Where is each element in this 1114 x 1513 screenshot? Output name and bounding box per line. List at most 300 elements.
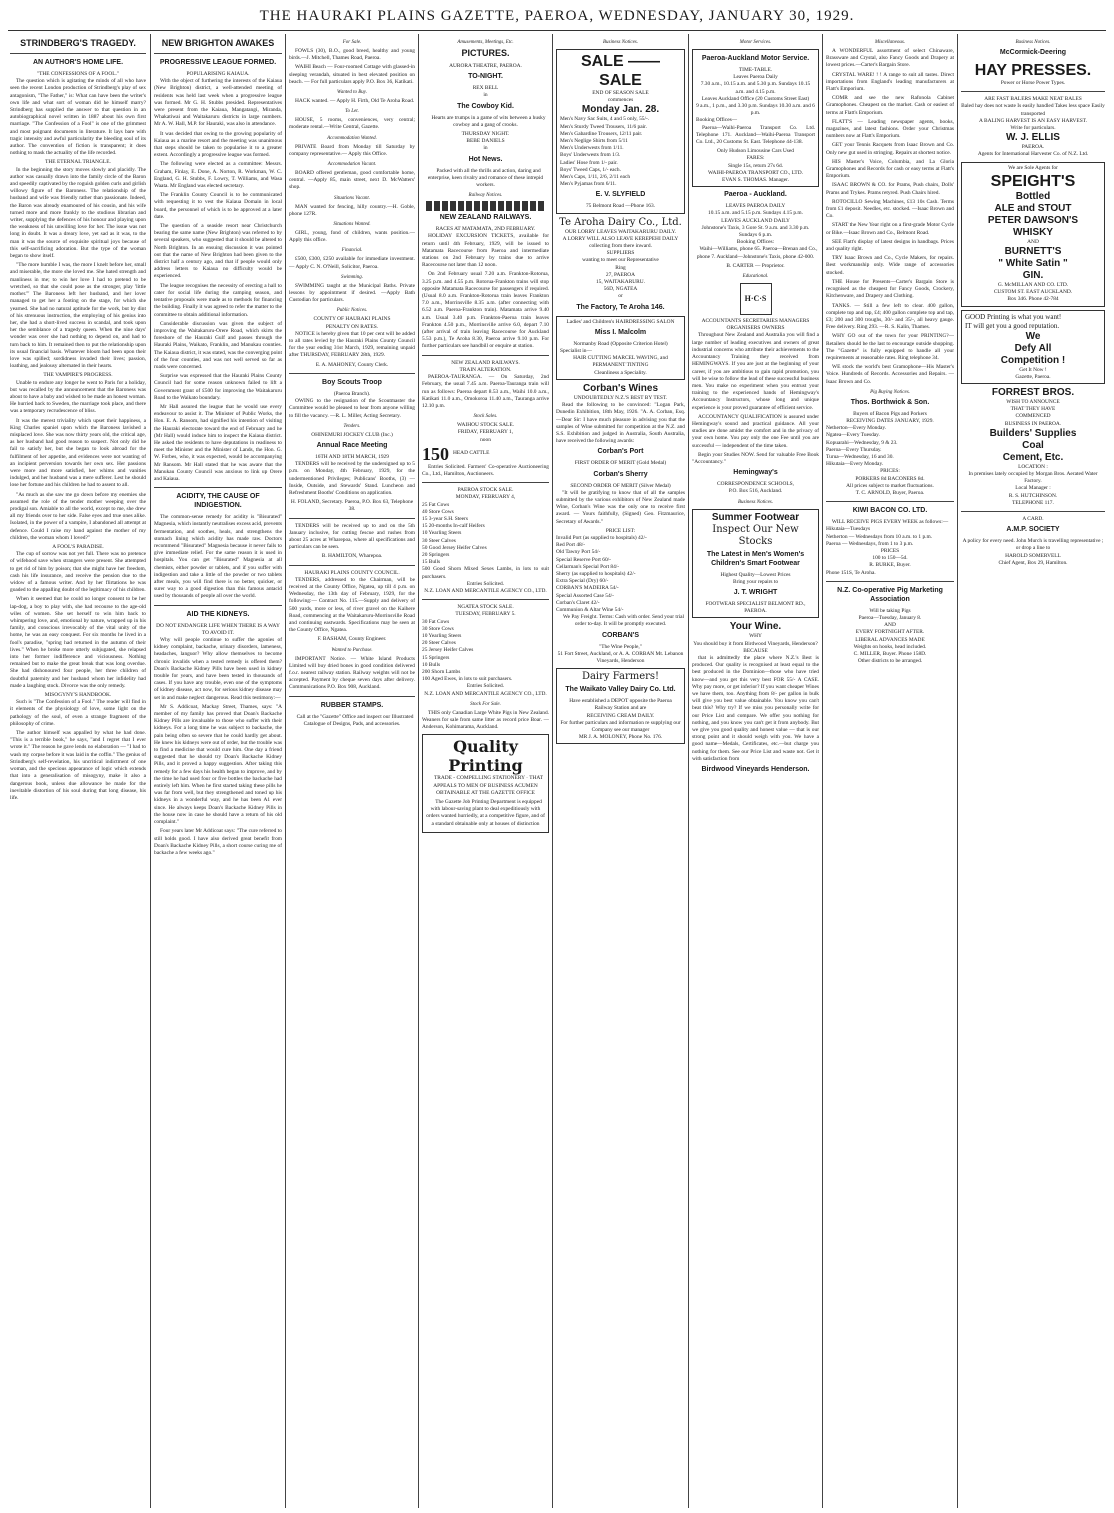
sale-items <box>560 116 681 188</box>
ad-heading: GIN. <box>1022 270 1044 282</box>
stock-item: 50 Good Jersey Heifer Calves <box>422 544 487 551</box>
price-item: Invalid Port (as supplied to hospitals) 42/- <box>556 534 647 541</box>
ad-text: that is admittedly the place where N.Z.'s Best is produced. Our quality is recognised at least equal to the best produced in the Dominion—those who have tried know—and you get this very best FOR 55/- A CASE. Why pay more, or get inferior? If you want cheaper Wines we have them, too. Anything from 8/- per gallon in bulk will give you best value obtainable. You know you can't beat this? Why try? If we miss you personally write for our Price List and compare. We offer you nothing for nothing, and you know you can't get it from anybody. But we give you good quality and honest value — that is our strong point and it should weigh with you. We have a good name—Medals, Certificates, etc.—but charge you nothing for them. See our Price List and waste not. Get it with satisfaction from <box>692 654 819 762</box>
section-label: Educational. <box>742 274 769 280</box>
column-divider <box>285 34 286 1508</box>
ad-text: Get It Now ! <box>1019 366 1047 373</box>
section-label: Accommodation Wanted. <box>327 135 377 141</box>
ad-text: 100 to 150—5d. <box>872 555 908 562</box>
ad-text: Waihi—Williams, phone 65. Paeroa—Brenan and Co., phone 7. Auckland—Johnstone's Taxis, phone 42-000. <box>696 246 818 260</box>
paragraph: It was the merest triviality which upset their happiness, a King Charles spaniel upon which the Baroness lavished a misplaced love. She was now thirty years old, the critical age, as her husband had good reason to suspect. Not only did he fail to satisfy her, but she began to look abroad for the fulfilment of her appetite, and evidences were not wanting of an incipient perversion towards her own sex. Her passions were more and more satisfied, her whims and vanities indulged, and her husband was a mere sufferer. Lest he should lose her fortune and his children he had to assent to all. <box>10 417 146 489</box>
notice-date: 16TH AND 18TH MARCH, 1929 <box>315 453 389 460</box>
ad-text: in <box>483 92 488 99</box>
column-7 <box>826 36 954 1508</box>
section-heading: DO NOT ENDANGER LIFE WHEN THERE IS A WAY TO AVOID IT. <box>156 622 280 636</box>
ad-heading: ALE and STOUT <box>994 202 1072 214</box>
classified-ad: WE stock the world's best Gramophone—His Master's Voice. Hundreds of Records. Accessories and Repairs. —Isaac Brown and Co. <box>826 364 954 385</box>
classified-ad: WHY GO out of the town for your PRINTING?—Retailers should be the last to encourage outside shopping. The "Gazette" is fully equipped to handle all your requirements at reasonable rates. Ring telephone 34. <box>826 333 954 361</box>
ad-heading: NGATEA STOCK SALE. <box>457 604 514 611</box>
ad-text: Normanby Road (Opposite Criterion Hotel) <box>573 340 668 347</box>
ad-text: Booking Offices— <box>696 117 738 124</box>
ad-text: N.Z. LOAN AND MERCANTILE AGENCY CO., LTD. <box>424 587 547 594</box>
column-1 <box>10 36 146 1508</box>
paragraph: The question which is agitating the minds of all who have seen the recent London production of Strindberg's play of sex antagonism, "The Father," is: What can have been the writer's own life and what sort of woman did he himself marry? Strindberg has supplied the answer to that question in an autobiographical novel written in 1887 about his own first marriage. "The Confession of a Fool" is one of the grimmest and most poignant documents in literature. It lays bare with tragic intensity and awful particularity the bleeding soul of its author. The convention of fiction is transparent; it does nothing to mask the actuality of the life recorded. <box>10 78 146 157</box>
classified-ad: HACK wanted. — Apply H. Firth, Old Te Aroha Road. <box>295 98 415 105</box>
ad-text: PAEROA. <box>1021 144 1045 151</box>
notice-text: Entries Solicited. Farmers' Co-operative Auctioneering Co., Ltd., Hamilton, Auctioneers. <box>422 463 549 477</box>
column-divider <box>150 34 151 1508</box>
column-4 <box>422 36 549 1508</box>
ad-text: Write for particulars. <box>1010 125 1056 132</box>
ad-text: Specialist in— <box>560 348 592 355</box>
stock-item: 30 Store Cows <box>422 625 454 632</box>
date-item: Turua—Wednesday, 16 and 30. <box>826 453 894 460</box>
ad-heading: Builders' Supplies <box>989 427 1077 439</box>
ad-text: Read the following to be convinced: "Logan Park, Dunedin Exhibition, 18th May, 1926. "A. A. Corban, Esq.—Dear Sir: I have much pleasure in advising you that the samples of Wine submitted for competition at the N.Z. and S.S. Exhibition and judged in Australia, South Australia, have received the following awards: <box>556 402 685 445</box>
ad-text: IT will get you a good reputation. <box>965 321 1060 330</box>
price-list <box>556 535 685 614</box>
classified-ad: MAN wanted for fencing, hilly country.—H. Goble, phone 127R. <box>289 203 415 217</box>
phone-item: 27, PAEROA <box>605 271 636 278</box>
paragraph: Mr S. Addicoat, Mackay Street, Thames, says: "A member of my family has proved that Doan's Backache Kidney Pills are invaluable to those who suffer with their kidneys. For a long time he was subject to backache, the pain being often so severe that he could hardly get about. He knew his kidneys were out of order, but the trouble was to find a medicine that would cure him. One day a friend suggested that he should try Doan's Backache Kidney Pills, and it proved a happy suggestion. After taking this remedy for a few days his health began to improve, and by the time he had used four or five bottles the backache had entirely left him. When he first started taking these pills he was far from well, but they strengthened and toned up his kidneys in a wonderful way, and he has been A1 ever since. He always keeps Doan's Backache Kidney Pills in the house now in case he should have a return of his old complaint." <box>154 703 282 826</box>
sale-item: Men's Navy Sac Suits, 4 and 5 only, 55/-. <box>560 116 650 123</box>
ad-heading: E. V. SLYFIELD <box>595 191 646 199</box>
paragraph: Why will people continue to suffer the agonies of kidney complaint, backache, urinary disorders, lameness, headaches, languor? Why allow themselves to become chronic invalids when a tested remedy is offered them? Doan's Backache Kidney Pills have been used in kidney trouble for years, and have been tested in thousands of cases. If you have any trouble, even one of the symptoms of kidney disease, act now, for serious kidney disease may set in and make neglect dangerous. Read this testimony:— <box>154 637 282 701</box>
signature: E. A. MAHONEY, County Clerk. <box>315 361 389 368</box>
section-label: Business Notices. <box>603 40 638 45</box>
notice-heading: Annual Race Meeting <box>316 441 388 449</box>
phone-item: 15, WAITAKARURU. <box>595 279 646 286</box>
stock-item: 25 Jersey Heifer Calves <box>422 647 474 654</box>
ad-text: PORKERS 8d BACONERS 8d. <box>855 475 925 482</box>
ad-text: FARES: <box>746 155 765 162</box>
ad-text: Begin your Studies NOW. Send for valuable Free Book "Accountancy." <box>692 451 819 465</box>
price-item: CORBAN'S MADEIRA 54/- <box>556 585 619 592</box>
stock-item: 15 3-year S.H. Steers <box>422 515 468 522</box>
section-label: Business Notices. <box>738 499 773 505</box>
ad-text: EVAN S. THOMAS. Manager. <box>722 177 789 184</box>
ad-text: You should buy it from Birdwood Vineyards, Henderson? <box>693 640 818 647</box>
ad-text: A policy for every need. John Murch is travelling representative ; or drop a line to <box>962 538 1104 552</box>
article-subtitle: AN AUTHOR'S HOME LIFE. <box>32 59 124 66</box>
section-label: Stock For Sale. <box>470 701 501 707</box>
ad-heading: Bottled <box>1015 190 1051 202</box>
ad-text: Throughout New Zealand and Australia you will find a large number of leading executives and owners of great industrial concerns who attribute their achievements to the Accountancy Training they received from HEMINGWAYS. If you are just at the beginning of your career, if you are ambitious to gain rapid promotion, you will be wise to follow the lead of these successful business men. You make no experiment when you entrust your training to the experienced hands of Hemingway's Accountancy Instructors, whose long and unique experience is your proved guarantee of efficient service. <box>692 332 819 411</box>
price-item: Cellarman's Special Port 84/- <box>556 563 620 570</box>
column-3 <box>289 36 415 1508</box>
sale-item: Boys' Tweed Caps, 1/- each. <box>560 166 621 173</box>
section-label: Public Notices. <box>336 308 368 314</box>
ad-text: LEAVES AUCKLAND DAILY <box>721 217 790 224</box>
ad-text: Gazette, Paeroa. <box>1015 373 1051 380</box>
paragraph: Unable to endure any longer he went to Paris for a holiday, but was recalled by the announcement that the Baroness was about to have a baby and wished to be made an honest woman. He hurried back to Sweden, the marriage took place, and there was a temporary recrudescence of bliss. <box>10 379 146 415</box>
ad-heading: WHISKY <box>1013 226 1053 238</box>
sale-item: Men's Pyjamas from 6/11. <box>560 181 617 188</box>
ad-subheading: LOCATION : <box>1018 463 1048 470</box>
ad-subheading: PRICE LIST: <box>605 527 636 534</box>
section-label: Accommodation Vacant. <box>327 162 377 168</box>
ad-text: AND <box>1027 238 1039 245</box>
cattle-label: HEAD CATTLE <box>453 450 490 457</box>
ad-text: Single 15s, return 27s 6d. <box>727 162 784 169</box>
ad-text: G. McMILLAN AND CO. LTD. <box>997 282 1069 289</box>
ad-text: EVERY FORTNIGHT AFTER. <box>855 629 925 636</box>
ad-text: We are Sole Agents for <box>1008 164 1058 171</box>
footwear-ad <box>692 509 819 619</box>
ad-text: Local Manager : <box>1015 485 1051 492</box>
ad-text: P.O. Box 516, Auckland. <box>728 488 783 495</box>
stock-item: 100 Aged Ewes, in lots to suit purchasers. <box>422 676 513 683</box>
classified-ad: PRIVATE Board from Monday till Saturday by company representative.— Apply this Office. <box>289 143 415 157</box>
signature: F. BASHAM, County Engineer. <box>317 636 387 643</box>
section-label: Swimming. <box>340 274 364 280</box>
ad-heading: BURNETT'S <box>1004 246 1062 258</box>
ad-heading: Thos. Borthwick & Son. <box>850 398 930 406</box>
ad-text: Paeroa—Tuesday, January 8. <box>858 615 922 621</box>
section-label: To Let. <box>345 109 359 115</box>
ad-heading: J. T. WRIGHT <box>733 588 778 596</box>
ad-text: FOOTWEAR SPECIALIST BELMONT RD., PAEROA. <box>705 600 806 615</box>
notice-heading: HAURAKI PLAINS COUNTY COUNCIL. <box>304 569 400 576</box>
paragraph: The league recognises the necessity of erecting a hall to cater for social life during the camping season, and tentative proposals were made as to methods for financing the building. Finally it was agreed to refer the matter to the committee to obtain additional information. <box>154 282 282 318</box>
speights-ad <box>961 162 1105 307</box>
price-item: Red Port 48/- <box>556 542 586 549</box>
stock-item: 15 20-months In-calf Heifers <box>422 523 485 530</box>
ad-text: Chief Agent, Box 29, Hamilton. <box>998 559 1068 566</box>
ad-text: Leaves Paeroa Daily <box>733 74 778 81</box>
ad-text: Highest Quality—Lowest Prices <box>720 571 791 578</box>
section-heading: POPULARISING KAIAUA. <box>186 71 250 77</box>
column-divider <box>957 34 958 1508</box>
phone-item: 56D, NGATEA <box>603 286 638 293</box>
ad-heading: Paeroa-Auckland Motor Service. <box>701 55 810 62</box>
ad-heading: Quality Printing <box>448 737 523 776</box>
date-item: Hikutaia—Every Monday. <box>826 461 884 468</box>
ad-text: COMMENCED <box>1015 413 1051 420</box>
ad-text: Cleanliness a Speciality. <box>594 369 647 376</box>
ad-text: Hikutaia—Tuesdays <box>826 526 871 533</box>
ad-text: ARE FAST BALERS MAKE NEAT BALES <box>984 96 1082 103</box>
classified-ad: A WONDERFUL assortment of select Chinaware, Brassware and Crystal, also Fancy Goods and Drapery at lowest prices.—Carter's Bargain Store. <box>826 48 954 69</box>
stock-item: 10 Yearling Steers <box>422 530 462 537</box>
ad-text: FIRST ORDER OF MERIT (Gold Medal) <box>574 460 667 467</box>
signature: C. MILLER, Buyer. Phone 158D. <box>853 651 927 658</box>
ad-text: Ring <box>615 264 626 271</box>
sale-item: Men's Neglige Shirts from 5/11 <box>560 138 628 145</box>
price-item: Old Tawny Port 54/- <box>556 549 601 556</box>
ad-text: Baled hay does not waste Is easily handled Takes less space Easily transported <box>961 103 1105 117</box>
ad-subheading: ACCOUNTANTS SECRETARIES MANAGERS ORGANISERS OWNERS <box>701 318 810 332</box>
ad-heading: Competition ! <box>1000 354 1066 366</box>
motor-service-ad <box>692 49 819 187</box>
ad-text: OUR LORRY LEAVES WAITAKARURU DAILY. <box>565 228 676 235</box>
ad-heading: Miss I. Malcolm <box>594 328 647 336</box>
ad-text: 10.15 a.m. and 5.15 p.m. Sundays 4.15 p.m. <box>708 210 803 217</box>
price-item: Corban's Claret 42/- <box>556 599 600 606</box>
column-divider <box>552 34 553 1508</box>
ad-heading: CORBAN'S <box>601 631 640 639</box>
date-item: Paeroa—Every Thursday. <box>826 446 882 453</box>
masthead: THE HAURAKI PLAINS GAZETTE, PAEROA, WEDNESDAY, JANUARY 30, 1929. <box>259 8 855 24</box>
stock-item: 200 Shorn Lambs <box>422 669 461 675</box>
ad-heading: Cement, Etc. <box>1002 451 1064 463</box>
ad-text: Leaves Auckland Office (20 Customs Street East) <box>701 95 810 102</box>
notice-heading: PENALTY ON RATES. <box>325 323 379 330</box>
ad-text: TRADE - COMPELLING STATIONERY · THAT APPEALS TO MEN OF BUSINESS ACUMEN OBTAINABLE AT THE GAZETTE OFFICE <box>433 775 544 796</box>
ad-heading: Paeroa - Auckland. <box>724 191 787 199</box>
section-label: Stock Sales. <box>473 414 498 420</box>
classified-ad: THE House for Presents—Carter's Bargain Store is recognised as the cheapest for Fancy Goods, Crockery, Kitchenware, and Drapery and Clothing. <box>826 278 954 300</box>
notice-text: PAEROA-TAURANGA. — On Saturday, 2nd February, the usual 7.45 a.m. Paeroa-Tauranga train will run as follows: Paeroa depart 8.53 a.m., Waihi 10.0 a.m., Katikati 11.0 a.m., Omokoroa 11.40 a.m., Tauranga arrive 12.10 p.m. <box>422 374 549 409</box>
ad-text: Paeroa — Wednesdays, from 1 to 3 p.m. <box>826 540 914 547</box>
ad-text: 9 a.m., 1 p.m., and 3.30 p.m. Sundays 10.30 a.m. and 6 p.m. <box>696 103 815 117</box>
column-divider <box>688 34 689 1508</box>
ad-heading: We <box>1025 330 1041 342</box>
ad-text: 51 Fort Street, Auckland, or A. A. CORBAN Mt. Lebanon Vineyards, Henderson <box>557 650 684 664</box>
column-divider <box>418 34 419 1508</box>
ad-heading: Your Wine. <box>729 621 782 633</box>
ad-text: BEBE DANIELS <box>466 138 505 145</box>
paragraph: Mr Hall assured the league that he would use every endeavour to assist it. The Minister of Public Works, the Hon. E. A. Ransom, had signified his intention of visiting the Hauraki electorate toward the end of February and he (Mr Hall) would induce him to inspect the Kaiaua district. He asked the residents to have deputations in readiness to meet the Minister and the Minister of Lands, the Hon. G. W. Forbes, who, it was expected, would be accompanying Mr Ransom. Mr Hall stated that he was aware that the Manukau County Council was anxious to link up Orere and Kaiaua. <box>154 403 282 482</box>
section-label: Financial. <box>341 248 363 254</box>
stock-item: 40 Store Cows <box>422 508 454 515</box>
ad-subheading: TIME-TABLE. <box>738 67 773 73</box>
ad-heading: Corban's Sherry <box>593 470 648 478</box>
ad-text: WILL RECEIVE PIGS EVERY WEEK as follows:— <box>831 519 949 526</box>
section-heading: A FOOL'S PARADISE. <box>52 544 104 550</box>
ad-text: wanting to meet our Representative <box>582 257 659 264</box>
hairdressing-ad <box>556 316 685 380</box>
quality-printing-ad <box>422 734 549 832</box>
ad-heading: The Waikato Valley Dairy Co. Ltd. <box>565 686 676 694</box>
classified-ad: START the New Year right on a first-grade Motor Cycle or Bike.—Isaac Brown and Co., Belmont Road. <box>826 222 954 236</box>
ad-text: Only Hudson Limousine Cars Used <box>717 148 794 155</box>
ad-heading: Corban's Wines <box>582 382 659 394</box>
ad-text: THAT THEY HAVE <box>1010 406 1056 413</box>
classified-ad: £500, £300, £250 available for immediate investment. — Apply C. N. O'Neill, Solicitor, Paeroa. <box>289 256 415 270</box>
ad-text: Netherton — Wednesdays from 10 a.m. to 1 p.m. <box>826 533 933 540</box>
ad-heading: FORREST BROS. <box>991 387 1075 399</box>
section-label: Business Notices. <box>1015 40 1051 45</box>
ad-subheading: MONDAY, FEBRUARY 4, <box>455 494 516 501</box>
section-label: Pig Buying Notices. <box>870 389 910 395</box>
ad-subheading: TUESDAY, FEBRUARY 5. <box>455 611 516 618</box>
ad-text: WAIHI-PAEROA TRANSPORT CO., LTD. <box>708 169 803 176</box>
ad-heading: PETER DAWSON'S <box>987 214 1079 226</box>
ad-subheading: AURORA THEATRE, PAEROA. <box>449 63 522 69</box>
column-6 <box>692 36 819 1508</box>
paragraph: The following were elected as a committee: Messrs. Graham, Finlay, E. Done, A. Norton, R. Workman, W. C. England, G. H. Stubbs, F. Lowry, T. Williams, and Wasa Waata. Mr England was elected secretary. <box>154 161 282 190</box>
ad-subheading: UNDOUBTEDLY N.Z.'S BEST BY TEST. <box>573 394 668 401</box>
ad-subheading: PRICES <box>880 547 900 554</box>
date-item: Kopuarahi—Wednesday, 9 & 23. <box>826 439 898 446</box>
sale-item: Men's Caps, 1/11, 2/6, 2/11 each <box>560 174 631 181</box>
sale-item: Men's Underwests from 1/11. <box>560 145 624 152</box>
paragraph: When it seemed that he could no longer consent to be her lap-dog, a boy to play with, she had recourse to the age-old wiles of women. She set herself to win him back to whimpering love, and, emotional by nature, wrapped up in his family, and conscious irrevocably of the vital unity of the home, he was an easy conquest. For six months he lived in a fool's paradise, "spring had returned in the autumn of their lives." When he broke more utterly subjugated, she relapsed into her former indifference and viciousness. Nothing remained but to make the great break that was long overdue. She had dishonoured four people, her three children of doubtful paternity and her husband whom her infidelity had made a laughing stock. Divorce was the only remedy. <box>10 596 146 689</box>
column-divider <box>822 34 823 1508</box>
ad-heading: McCormick-Deering <box>999 49 1067 56</box>
article-title: STRINDBERG'S TRAGEDY. <box>20 38 136 48</box>
price-item: Extra Special (Dry) 60/- <box>556 578 609 585</box>
ad-text: Call at the "Gazette" Office and inspect our Illustrated Catalogue of Designs, Pads, and accessories. <box>296 713 414 727</box>
masthead-rule <box>8 30 1106 31</box>
ad-text: commences <box>607 97 634 104</box>
section-label: Tenders. <box>343 423 361 429</box>
ad-text: In premises lately occupied by Morgan Bros. Aerated Water Factory. <box>968 471 1098 485</box>
hcs-logo: H·C·S <box>740 283 772 315</box>
ad-text: For further particulars and information re supplying our Company see our manager <box>560 719 681 733</box>
ad-text: Have established a DEPOT opposite the Paeroa Railway Station and are <box>569 698 672 712</box>
ad-heading: HAY PRESSES. <box>974 62 1092 79</box>
ad-text: Power or Horse Power Types. <box>1000 80 1066 86</box>
ad-text: 75 Belmont Road —Phone 163. <box>585 203 656 210</box>
classified-ad: TRY Isaac Brown and Co., Cycle Makers, for repairs. Best workmanship only. Wide range of accessories stocked. <box>826 255 954 276</box>
ad-heading: A.M.P. SOCIETY <box>1006 526 1060 534</box>
ad-heading: W. J. ELLIS <box>1006 132 1060 144</box>
ad-heading: PAEROA STOCK SALE. <box>457 487 514 494</box>
stock-list <box>422 619 549 684</box>
column-2 <box>154 36 282 1508</box>
cattle-line <box>422 444 549 464</box>
ad-text: 7.30 a.m., 10.15 a.m. and 5.30 p.m. Sundays 10.15 a.m. and 4.15 p.m. <box>700 81 811 95</box>
classified-ad: WAIHI Beach — Four-roomed Cottage with glassed-in sleeping verandah, situated in best elevated position on beach. — For full particulars apply P.O. Box 36, Katikati. <box>289 64 415 85</box>
stock-item: 20 Springers <box>422 551 450 558</box>
signature: B. HAMILTON, Wharepoa. <box>321 553 383 560</box>
ad-subheading: WHY <box>749 633 762 640</box>
paragraph: "The more humble I was, the more I knelt before her, small and miserable, the more she loved me. She hated strength and manliness in me; to win her love I had to pretend to be wretched, so that she could pose as the stronger, play 'little mother.'" The Baroness left her husband, and her lover managed to get her a footing on the stage, for which she yearned. She had no natural aptitude for the work, but by dint of his strenuous instruction, the employing of his genius into her, she had a short-lived success in scandal, and took upon her the semblance of a tragedy queen. When the nine days' wonder was over she had nothing to depend on, and had to turn back to him. It remained then to put the relationship upon its usual financial basis. Whatever bloom had been upon their love was spilled; sordidness invaded their lives; passion, loathing, and jealousy alternated in their hearts. <box>10 262 146 370</box>
paragraph: With the object of furthering the interests of the Kaiaua (New Brighton) district, a well-attended meeting of residents was held last week when a progressive league was formed. Mr G. H. Stubbs presided. Representatives were present from the Kaiaua, Mangatangi, Miranda, Whakatiwai and Waitakaruru districts in large numbers. Mr A. W. Hall, M.P. for Hauraki, was also in attendance. <box>154 78 282 128</box>
paragraph: The cup of sorrow was not yet full. There was no pretence of wifehood save when strangers were present. She attempted to get rid of him by poison; that she might have her freedom, cash his life insurance, and receive the pension due to the widow of a famous writer. And by her flirtations he was goaded to the appalling doubt of the legitimacy of his children. <box>10 551 146 594</box>
ad-heading: Te Aroha Dairy Co., Ltd. <box>559 216 682 228</box>
ad-heading: NEW ZEALAND RAILWAYS. <box>439 214 532 222</box>
ad-heading: TO-NIGHT. <box>468 73 503 81</box>
ad-subheading: TRAIN ALTERATION. <box>459 366 512 373</box>
ad-text: "It will be gratifying to know that of all the samples submitted by the various exhibitors of New Zealand made Wine, Corban's Wine was the only one to receive first award. — Yours faithfully, (Signed) Geo. Fitzmaurice, Secretary of Awards." <box>556 489 685 525</box>
ad-heading: Summer Footwear <box>711 511 800 523</box>
column-8 <box>961 36 1105 1508</box>
ad-text: LEAVES PAEROA DAILY <box>725 203 786 210</box>
ad-text: MR J. A. MOLONEY, Phone No. 176. <box>578 734 663 741</box>
ad-heading: The Factory, Te Aroha 146. <box>576 303 665 311</box>
notice-text: NOTICE is hereby given that 10 per cent will be added to all rates levied by the Hauraki Plains County Council for the year ending 31st March, 1929, remaining unpaid after THURSDAY, FEBRUARY 28th, 1929. <box>289 330 415 359</box>
ad-heading: Dairy Farmers! <box>581 671 660 683</box>
classified-ad: GIRL, young, fond of children, wants position.—Apply this office. <box>289 230 415 244</box>
classified-ad: THIS only Canadian Large White Pigs in New Zealand. Weaners for sale from same litter as record price Boar. — Anderson, Kohimarama, Auckland. <box>422 709 549 731</box>
ad-text: GOOD Printing is what you want! <box>965 312 1062 321</box>
classified-ad: TANKS. — Still a few left to clear. 400 gallon, complete top and tap, £4; 400 gallon complete top and tap, £3; 200 and 300 troughs, 30/- and 35/-, all heavy gauge. Free delivery. Ring 293. —R. S. Kalin, Thames. <box>826 302 954 331</box>
stock-item: 10 Bulls <box>422 661 441 668</box>
notice-text: TENDERS will be received up to and on the 5th January inclusive, for cutting fescue and rushes from about 25 acres at Wharepoa, where all specifications and particulars can be seen. <box>289 522 415 551</box>
ad-heading: NEW ZEALAND RAILWAYS. <box>451 359 520 366</box>
ad-subheading: FRIDAY, FEBRUARY 1, <box>457 429 514 436</box>
sale-ad <box>556 49 685 214</box>
ad-heading: Defy All <box>1014 342 1052 354</box>
ad-text: "The Wine People," <box>599 643 642 650</box>
ad-heading: SPEIGHT'S <box>990 172 1076 190</box>
ad-heading: N.Z. Co-operative Pig Marketing Association <box>837 586 943 603</box>
notice-text: TENDERS will be received by the undersigned up to 5 p.m. on Monday, 4th February, 1929, for the undermentioned Privileges; Publicans' Booths, (3) — Inside, Outside, and Stewards' Stand. Luncheon and Refreshment Booths' Conditions on application. <box>289 461 415 496</box>
ad-heading: Inspect Our New Stocks <box>712 523 799 547</box>
sale-item: Ladies' Hose from 1/- pair. <box>560 159 618 166</box>
ad-text: Phone 151S, Te Aroha. <box>826 569 876 576</box>
price-item: Special Reserve Port 60/- <box>556 556 611 563</box>
ad-text: or <box>618 293 623 300</box>
notice-heading: Boy Scouts Troop <box>322 378 382 386</box>
paragraph: Such is "The Confession of a Fool." The reader will find in it elements of the physiology of love, some light on the pathology of the soul, of even a strange fragment of the philosophy of crime. <box>10 699 146 727</box>
paragraph: The Franklin County Council is to be communicated with requesting it to vest the Kaiaua Domain in local board, the personnel of which is to be approved at a later date. <box>154 192 282 220</box>
ad-text: Packed with all the thrills and action, daring and enterprise, keen rivalry and romance of these intrepid workers. <box>427 167 544 189</box>
cattle-count: 150 <box>422 443 449 464</box>
article-title: NEW BRIGHTON AWAKES <box>161 38 275 48</box>
section-label: Wanted to Buy. <box>337 90 367 96</box>
ad-text: SUPPLIERS <box>606 250 635 257</box>
ad-text: HAIR CUTTING MARCEL WAVING, and PERMANENT TINTING <box>573 355 668 369</box>
ad-heading: Hemingway's <box>733 469 778 477</box>
column-5 <box>556 36 685 1508</box>
ad-text: noon <box>480 436 491 443</box>
receiving-dates <box>826 425 954 468</box>
ad-text: AND <box>884 622 896 629</box>
notice-heading: OHINEMURI JOCKEY CLUB (Inc.) <box>311 431 393 438</box>
stock-list <box>422 502 549 581</box>
classified-ad: ROTOCILLO Sewing Machines, £13 10s Cash. Terms from £1 deposit. Needles, etc. stocked. —Isaac Brown and Co. <box>826 198 954 220</box>
ad-text: Hearts are trumps in a game of wits between a husky cowboy and a gang of crooks. <box>431 114 546 128</box>
ad-heading: RUBBER STAMPS. <box>320 701 384 709</box>
section-label: Situations Wanted. <box>333 222 371 228</box>
paragraph: Surprise was expressed that the Hauraki Plains County Council had for some reason unknown failed to lift a Government grant of £500 for improving the Waitakaruru Road to the Waikato boundary. <box>154 373 282 401</box>
price-item: Special Assorted Case 54/- <box>556 592 614 599</box>
article-title: AID THE KIDNEYS. <box>186 610 250 618</box>
ad-heading: Corban's Port <box>597 448 644 456</box>
ad-text: REX BELL <box>472 85 499 92</box>
notice-heading: COUNTY OF HAURAKI PLAINS <box>313 316 391 323</box>
paragraph: The author himself was appalled by what he had done. "This is a terrible book," he says, "and I regret that I ever wrote it." The reason he gave lends no elaboration — "I had to wash my corpse before it was laid in the coffin." The genius of Strindberg's self-revelation, his uncritical indictment of one woman, and the specious appearance of logic which extends that into a generalisation of misogyny, make it also a dangerous book, unless due allowance be made for the inevitable distortion of his soul during that long disease, his life. <box>10 730 146 801</box>
ad-text: Will be taking Pigs <box>869 607 911 614</box>
sale-item: Boys' Underwests from 1/3. <box>560 152 621 159</box>
ad-heading: Monday Jan. 28. <box>581 104 660 116</box>
ad-text: Weights on hooks, head included. <box>853 643 927 650</box>
date-item: Ngatea—Every Tuesday. <box>826 432 880 439</box>
ad-text: The Gazette Job Printing Department is equipped with labour-saving plant to deal expeditiously with orders wanted hurriedly, at a competitive figure, and of a standard obtainable only at houses of distinction <box>426 799 545 827</box>
section-label: For Sale. <box>342 40 362 45</box>
ad-text: BUSINESS IN PAEROA. <box>1004 420 1062 427</box>
stock-item: 30 Fat Cows <box>422 618 450 625</box>
notice-text: HOLIDAY EXCURSION TICKETS, available for return until 4th February, 1929, will be issued to Matamata Racecourse from Paeroa and intermediate stations on 2nd February by trains due to arrive Racecourse not later than 12 noon. <box>422 233 549 269</box>
ad-text: SECOND ORDER OF MERIT (Silver Medal) <box>570 482 671 489</box>
ad-subheading: PRICES: <box>880 468 900 475</box>
notice-text: On 2nd February usual 7.20 a.m. Frankton-Rotorua, 3.25 p.m. and 4.55 p.m. Rotorua-Frankton trains will stop opposite Matamata Racecourse for passengers if required. (Usual 8.0 a.m. Frankton-Rotorua train leaves Frankton 7.0 a.m., Morrinsville 8.35 a.m. (after connecting with 6.52 a.m. Paeroa-Frankton train). Matamata arrive 9.40 a.m. Usual 3.40 p.m. Frankton-Paeroa train leaves Frankton 4.50 p.m., Morrinsville arrive 6.0, depart 7.10 (after arrival of train leaving Racecourse for Auckland 5.53 p.m.), Te Aroha 8.30, Paeroa arrive 9.10 p.m. For further particulars see handbill or enquire at station. <box>422 271 549 350</box>
section-heading: "THE CONFESSIONS OF A FOOL." <box>36 71 120 77</box>
ad-text: Entries Solicited. <box>466 683 505 690</box>
notice-text: OWING to the resignation of the Scoutmaster the Committee would be pleased to hear from anyone willing to fill the vacancy. —R. L. Miller, Acting Secretary. <box>289 398 415 419</box>
classified-ad: GET your Tennis Racquets from Isaac Brown and Co. Only new gut used in stringing. Repairs at shortest notice. <box>826 142 954 156</box>
stock-item: 25 Fat Cows <box>422 501 450 508</box>
ad-text: Booking Offices: <box>736 239 775 246</box>
ad-text: A CARD. <box>1022 516 1044 523</box>
ad-text: Paeroa—Waihi-Paeroa Transport Co. Ltd. Telephone 171. Auckland—Waihi-Paeroa Transport Co. Ltd., 20 Customs St. East. Telephone 44-138. <box>696 124 815 146</box>
ad-heading: The Latest in Men's Women's Children's Smart Footwear <box>706 550 805 567</box>
ad-subheading: THURSDAY NIGHT. <box>461 131 510 138</box>
price-item: Communion & Altar Wine 54/- <box>556 606 624 613</box>
ad-text: in <box>483 145 488 152</box>
classified-ad: BOARD offered gentleman, good comfortable home, central. —Apply 85, main street, next D. McWatters' shop. <box>289 170 415 191</box>
stock-item: 10 Yearling Steers <box>422 632 462 639</box>
article-title: ACIDITY, THE CAUSE OF INDIGESTION. <box>176 493 260 510</box>
ad-heading: Coal <box>1022 439 1044 451</box>
dairy-farmers-ad <box>556 668 685 744</box>
ad-text: Johnstone's Taxis, 3 Gore St. 9 a.m. and 3.30 p.m. Sundays 6 p.m. <box>701 224 810 239</box>
ad-text: Agents for International Harvester Co. of N.Z. Ltd. <box>977 151 1089 158</box>
